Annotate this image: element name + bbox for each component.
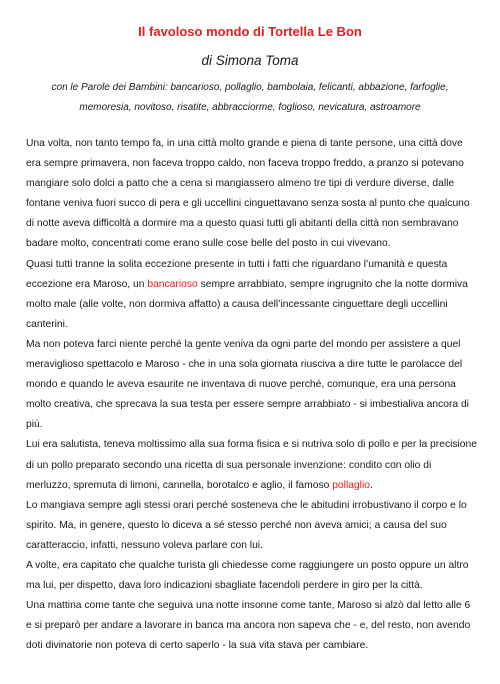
paragraph-4 (26, 435, 478, 495)
paragraph-6: A volte, era capitato che qualche turista gli chiedesse come raggiungere un posto oppure un altro ma lui, per dispetto, dava loro indicazioni sbagliate facendoli perdere in giro per la città. (26, 559, 469, 592)
paragraph-5: Lo mangiava sempre agli stessi orari perché sosteneva che le abitudini irrobustivano il corpo e lo spirito. Ma, in genere, questo lo diceva a sé stesso perché non aveva amici; a causa del suo caratteraccio, infatti, nessuno voleva parlare con lui. (26, 499, 467, 551)
paragraph-1: Una volta, non tanto tempo fa, in una città molto grande e piena di tante persone, una città dove era sempre primavera, non faceva troppo caldo, non faceva troppo freddo, a pranzo si potevano mangiare solo dolci a patto che a cena si mangiassero almeno tre tipi di verdure diverse, dalle fontane veniva fuori succo di pera e gli uccellini cinguettavano senza sosta al punto che qualcuno di notte aveva difficoltà a dormire ma a questo quasi tutti gli abitanti della città non sembravano badare molto, concentrati come erano sulle cose belle del posto in cui vivevano. (26, 138, 470, 250)
subtitle-line-2: memoresia, novitoso, risatite, abbracciorme, foglioso, nevicatura, astroamore (79, 102, 421, 113)
page-title: Il favoloso mondo di Tortella Le Bon (138, 24, 362, 39)
subtitle-line-1: con le Parole dei Bambini: bancarioso, pollaglio, bambolaia, felicanti, abbazione, farfoglie, (51, 82, 449, 93)
author-line: di Simona Toma (201, 53, 299, 68)
paragraph-4-text-before: Lui era salutista, teneva moltissimo alla sua forma fisica e si nutriva solo di pollo e per la precisione di un pollo preparato secondo una ricetta di sua personale invenzione: condito con olio di merluzzo, spremuta di limoni, cannella, borotalco e aglio, il famoso (26, 439, 477, 491)
subtitle-words (40, 78, 460, 118)
paragraph-4-text-after: . (370, 479, 373, 491)
story-body (26, 134, 478, 656)
highlighted-word-pollaglio: pollaglio (332, 479, 370, 491)
paragraph-3: Ma non poteva farci niente perché la gente veniva da ogni parte del mondo per assistere a quel meraviglioso spettacolo e Maroso - che in una sola giornata riusciva a dire tutte le parolacce del mondo e quando le aveva esaurite ne inventava di nuove perché, comunque, era una persona molto creativa, che sprecava la sua testa per essere sempre arrabbiato - si imbestialiva ancora di più. (26, 338, 469, 431)
paragraph-7: Una mattina come tante che seguiva una notte insonne come tante, Maroso si alzò dal letto alle 6 e si preparò per andare a lavorare in banca ma ancora non sapeva che - e, del resto, non avendo doti divinatorie non poteva di certo saperlo - la sua vita stava per cambiare. (26, 600, 471, 652)
paragraph-2-text-after: sempre arrabbiato, sempre ingrugnito che la notte dormiva molto male (alle volte, non dormiva affatto) a causa dell’incessante cinguettare degli uccellini canterini. (26, 278, 468, 330)
highlighted-word-bancarioso: bancarioso (147, 278, 198, 290)
paragraph-2-text-before: Quasi tutti tranne la solita eccezione presente in tutti i fatti che riguardano l’umanità e questa eccezione era Maroso, un (26, 258, 448, 290)
paragraph-2 (26, 255, 478, 335)
